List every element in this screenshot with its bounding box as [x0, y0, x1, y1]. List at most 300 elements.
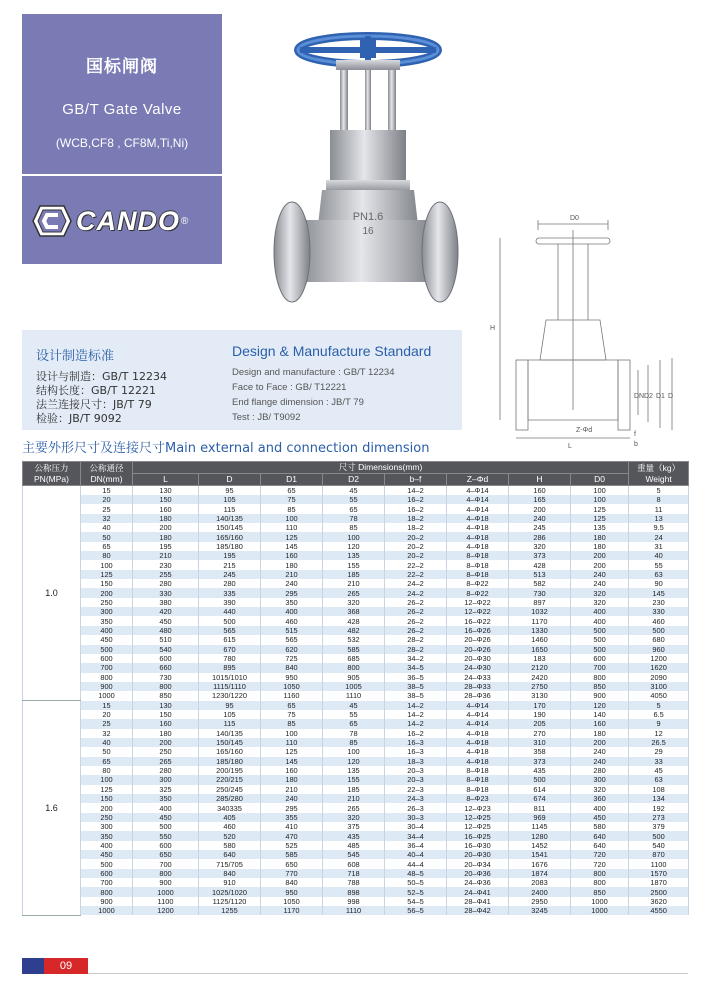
table-cell: 24	[629, 532, 689, 541]
table-cell: 78	[323, 514, 385, 523]
table-row	[23, 523, 689, 532]
table-cell: 150	[81, 794, 133, 803]
table-cell: 195	[133, 542, 199, 551]
table-row	[23, 813, 689, 822]
table-cell: 565	[261, 635, 323, 644]
table-cell: 650	[261, 859, 323, 868]
table-row	[23, 803, 689, 812]
table-cell: 3130	[509, 691, 571, 700]
table-cell: 24–Φ30	[447, 663, 509, 672]
table-cell: 850	[571, 887, 629, 896]
table-cell: 320	[571, 588, 629, 597]
table-cell: 800	[571, 869, 629, 878]
table-cell: 8–Φ18	[447, 785, 509, 794]
table-cell: 130	[133, 486, 199, 496]
table-cell: 180	[133, 514, 199, 523]
table-cell: 280	[133, 766, 199, 775]
table-cell: 40	[629, 551, 689, 560]
header-col: Z–Φd	[447, 474, 509, 486]
table-row	[23, 719, 689, 728]
table-cell: 180	[571, 532, 629, 541]
table-cell: 730	[509, 588, 571, 597]
table-cell: 15	[81, 486, 133, 496]
table-cell: 150	[133, 495, 199, 504]
standard-line-en: Test : JB/ T9092	[232, 412, 301, 423]
table-cell: 30–3	[385, 813, 447, 822]
table-cell: 1050	[261, 682, 323, 691]
table-cell: 125	[571, 514, 629, 523]
table-cell: 8–Φ18	[447, 560, 509, 569]
table-cell: 120	[323, 757, 385, 766]
table-cell: 28–Φ41	[447, 897, 509, 906]
header-weight: 重量（kg）Weight	[629, 462, 689, 486]
table-cell: 50	[81, 532, 133, 541]
table-cell: 14–2	[385, 701, 447, 710]
table-cell: 2500	[629, 887, 689, 896]
table-cell: 44–4	[385, 859, 447, 868]
table-cell: 110	[261, 523, 323, 532]
table-cell: 640	[199, 850, 261, 859]
table-cell: 1000	[81, 691, 133, 700]
table-cell: 16–Φ30	[447, 841, 509, 850]
materials-label: (WCB,CF8 , CF8M,Ti,Ni)	[55, 136, 189, 150]
table-cell: 12	[629, 729, 689, 738]
table-cell: 183	[509, 654, 571, 663]
table-cell: 2400	[509, 887, 571, 896]
table-cell: 350	[81, 831, 133, 840]
table-cell: 4–Φ14	[447, 710, 509, 719]
table-cell: 28–Φ33	[447, 682, 509, 691]
standard-line-en: Design and manufacture : GB/T 12234	[232, 367, 395, 378]
table-cell: 400	[261, 607, 323, 616]
table-cell: 265	[323, 803, 385, 812]
table-row	[23, 532, 689, 541]
table-cell: 840	[199, 869, 261, 878]
table-cell: 50	[81, 747, 133, 756]
table-cell: 180	[261, 560, 323, 569]
table-cell: 54–5	[385, 897, 447, 906]
table-cell: 145	[261, 542, 323, 551]
table-cell: 24–Φ41	[447, 887, 509, 896]
table-cell: 532	[323, 635, 385, 644]
table-cell: 700	[133, 859, 199, 868]
table-cell: 255	[133, 570, 199, 579]
table-cell: 160	[509, 486, 571, 496]
table-cell: 4–Φ18	[447, 514, 509, 523]
table-cell: 600	[133, 841, 199, 850]
table-cell: 515	[261, 626, 323, 635]
table-cell: 450	[81, 850, 133, 859]
table-cell: 20–Φ30	[447, 654, 509, 663]
table-cell: 580	[199, 841, 261, 850]
table-cell: 379	[629, 822, 689, 831]
table-cell: 1000	[571, 906, 629, 915]
table-cell: 450	[133, 813, 199, 822]
table-cell: 95	[199, 486, 261, 496]
drawing-label-h: H	[490, 325, 496, 332]
table-cell: 450	[571, 813, 629, 822]
table-cell: 405	[199, 813, 261, 822]
table-cell: 800	[323, 663, 385, 672]
table-cell: 460	[261, 616, 323, 625]
table-cell: 16–2	[385, 504, 447, 513]
table-cell: 300	[81, 607, 133, 616]
table-cell: 65	[81, 757, 133, 766]
table-cell: 550	[133, 831, 199, 840]
table-cell: 34–5	[385, 663, 447, 672]
table-cell: 85	[261, 719, 323, 728]
table-cell: 285/280	[199, 794, 261, 803]
table-cell: 28–2	[385, 635, 447, 644]
valve-mark-16: 16	[362, 226, 374, 237]
table-cell: 900	[571, 691, 629, 700]
table-cell: 32	[81, 729, 133, 738]
table-cell: 165/160	[199, 747, 261, 756]
table-row	[23, 486, 689, 496]
table-cell: 725	[261, 654, 323, 663]
table-cell: 1100	[133, 897, 199, 906]
table-cell: 200	[571, 551, 629, 560]
table-cell: 8–Φ18	[447, 766, 509, 775]
table-cell: 520	[199, 831, 261, 840]
table-cell: 500	[81, 859, 133, 868]
table-cell: 1160	[261, 691, 323, 700]
table-cell: 12–Φ25	[447, 813, 509, 822]
table-cell: 300	[81, 822, 133, 831]
table-cell: 40	[81, 523, 133, 532]
table-cell: 24–2	[385, 588, 447, 597]
table-cell: 180	[133, 532, 199, 541]
table-cell: 240	[571, 747, 629, 756]
table-row	[23, 897, 689, 906]
drawing-label-f: f	[634, 431, 636, 438]
table-cell: 40	[81, 738, 133, 747]
table-cell: 4–Φ14	[447, 495, 509, 504]
table-cell: 1200	[629, 654, 689, 663]
table-cell: 20–2	[385, 532, 447, 541]
drawing-label-d1: D1	[656, 393, 665, 400]
table-cell: 8	[629, 495, 689, 504]
drawing-label-b: b	[634, 441, 638, 448]
table-cell: 1452	[509, 841, 571, 850]
table-cell: 200	[81, 588, 133, 597]
table-cell: 470	[261, 831, 323, 840]
table-cell: 2750	[509, 682, 571, 691]
table-cell: 240	[509, 514, 571, 523]
table-cell: 180	[571, 542, 629, 551]
standard-line-cn: 结构长度：GB/T 12221	[36, 384, 156, 397]
table-cell: 525	[261, 841, 323, 850]
table-cell: 14–2	[385, 486, 447, 496]
dimension-drawing	[488, 210, 688, 460]
table-cell: 670	[199, 645, 261, 654]
table-cell: 300	[133, 775, 199, 784]
table-cell: 230	[133, 560, 199, 569]
table-cell: 210	[133, 551, 199, 560]
table-cell: 8–Φ22	[447, 588, 509, 597]
header-col: D	[199, 474, 261, 486]
table-cell: 1110	[323, 906, 385, 915]
table-cell: 2950	[509, 897, 571, 906]
table-cell: 800	[81, 673, 133, 682]
table-cell: 685	[323, 654, 385, 663]
table-cell: 40–4	[385, 850, 447, 859]
table-row	[23, 822, 689, 831]
table-cell: 950	[261, 887, 323, 896]
table-cell: 250/245	[199, 785, 261, 794]
table-cell: 29	[629, 747, 689, 756]
table-cell: 20–2	[385, 551, 447, 560]
table-cell: 160	[571, 719, 629, 728]
table-cell: 105	[199, 710, 261, 719]
table-cell: 16–2	[385, 495, 447, 504]
table-cell: 265	[133, 757, 199, 766]
table-cell: 16–Φ26	[447, 626, 509, 635]
table-cell: 608	[323, 859, 385, 868]
table-cell: 800	[571, 673, 629, 682]
table-row	[23, 560, 689, 569]
table-cell: 12–Φ23	[447, 803, 509, 812]
dimension-table	[22, 461, 689, 916]
table-cell: 240	[571, 570, 629, 579]
table-cell: 340335	[199, 803, 261, 812]
table-cell: 12–Φ22	[447, 598, 509, 607]
header-dimensions: 尺寸 Dimensions(mm)	[133, 462, 629, 474]
table-cell: 65	[261, 486, 323, 496]
table-cell: 12–Φ22	[447, 607, 509, 616]
table-cell: 180	[133, 729, 199, 738]
table-row	[23, 626, 689, 635]
table-cell: 998	[323, 897, 385, 906]
header-pn: 公称压力 PN(MPa)	[23, 462, 81, 486]
table-row	[23, 570, 689, 579]
table-row	[23, 635, 689, 644]
table-cell: 375	[323, 822, 385, 831]
table-row	[23, 887, 689, 896]
logo-c-icon	[32, 204, 72, 238]
table-row	[23, 682, 689, 691]
table-cell: 75	[261, 495, 323, 504]
table-cell: 660	[133, 663, 199, 672]
drawing-label-zd: Z-Φd	[576, 427, 593, 434]
table-cell: 25	[81, 719, 133, 728]
table-cell: 4050	[629, 691, 689, 700]
table-cell: 16–3	[385, 747, 447, 756]
table-cell: 65	[261, 701, 323, 710]
table-cell: 8–Φ18	[447, 570, 509, 579]
table-cell: 400	[571, 607, 629, 616]
table-cell: 13	[629, 514, 689, 523]
table-cell: 4–Φ18	[447, 729, 509, 738]
standard-line-cn: 设计与制造：GB/T 12234	[36, 370, 167, 383]
table-cell: 20	[81, 495, 133, 504]
table-row	[23, 701, 689, 710]
standard-line-en: Face to Face : GB/ T12221	[232, 382, 347, 393]
table-cell: 16–Φ25	[447, 831, 509, 840]
valve-mark-pn: PN1.6	[352, 211, 384, 223]
table-cell: 969	[509, 813, 571, 822]
standard-line-en: End flange dimension : JB/T 79	[232, 397, 364, 408]
table-cell: 905	[323, 673, 385, 682]
table-cell: 245	[199, 570, 261, 579]
table-cell: 320	[571, 785, 629, 794]
table-cell: 265	[323, 588, 385, 597]
table-cell: 850	[133, 691, 199, 700]
table-cell: 100	[571, 495, 629, 504]
table-cell: 240	[261, 794, 323, 803]
table-cell: 52–5	[385, 887, 447, 896]
table-cell: 1032	[509, 607, 571, 616]
table-cell: 95	[199, 701, 261, 710]
table-row	[23, 495, 689, 504]
table-cell: 1005	[323, 682, 385, 691]
table-cell: 900	[81, 897, 133, 906]
table-cell: 1050	[261, 897, 323, 906]
table-cell: 335	[199, 588, 261, 597]
table-cell: 26–2	[385, 626, 447, 635]
table-cell: 440	[199, 607, 261, 616]
table-cell: 286	[509, 532, 571, 541]
table-cell: 50–5	[385, 878, 447, 887]
pn-cell: 1.0	[23, 486, 81, 701]
table-cell: 28–Φ42	[447, 906, 509, 915]
table-cell: 800	[133, 682, 199, 691]
header-col: D1	[261, 474, 323, 486]
footer-divider	[88, 973, 688, 974]
table-cell: 120	[323, 542, 385, 551]
table-cell: 160	[133, 504, 199, 513]
table-cell: 20–Φ36	[447, 869, 509, 878]
table-cell: 895	[199, 663, 261, 672]
table-cell: 373	[509, 551, 571, 560]
table-cell: 215	[199, 560, 261, 569]
table-cell: 65	[323, 504, 385, 513]
table-cell: 1570	[629, 869, 689, 878]
table-cell: 140/135	[199, 514, 261, 523]
table-cell: 700	[571, 663, 629, 672]
table-cell: 240	[571, 579, 629, 588]
table-cell: 20–Φ34	[447, 859, 509, 868]
table-cell: 195	[199, 551, 261, 560]
table-row	[23, 645, 689, 654]
table-cell: 325	[133, 785, 199, 794]
table-cell: 4–Φ18	[447, 738, 509, 747]
table-cell: 5	[629, 486, 689, 496]
table-cell: 24–Φ36	[447, 878, 509, 887]
table-cell: 150/145	[199, 738, 261, 747]
table-cell: 20–3	[385, 775, 447, 784]
page-number: 09	[44, 958, 88, 974]
table-row	[23, 785, 689, 794]
table-cell: 115	[199, 504, 261, 513]
table-cell: 1015/1010	[199, 673, 261, 682]
table-row	[23, 551, 689, 560]
table-cell: 140	[571, 710, 629, 719]
table-cell: 410	[261, 822, 323, 831]
table-cell: 400	[133, 803, 199, 812]
table-cell: 400	[81, 626, 133, 635]
table-cell: 450	[81, 635, 133, 644]
table-cell: 24–3	[385, 794, 447, 803]
table-cell: 1145	[509, 822, 571, 831]
standard-en	[232, 343, 431, 425]
table-cell: 310	[509, 738, 571, 747]
table-cell: 620	[261, 645, 323, 654]
table-cell: 34–4	[385, 831, 447, 840]
table-cell: 730	[133, 673, 199, 682]
table-cell: 4–Φ18	[447, 542, 509, 551]
table-row	[23, 906, 689, 915]
table-cell: 30–4	[385, 822, 447, 831]
drawing-label-d2: D2	[644, 393, 653, 400]
table-cell: 840	[261, 663, 323, 672]
table-cell: 1330	[509, 626, 571, 635]
table-cell: 330	[629, 607, 689, 616]
table-cell: 134	[629, 794, 689, 803]
table-cell: 38–5	[385, 682, 447, 691]
standard-title-en: Design & Manufacture Standard	[232, 343, 432, 359]
table-cell: 1676	[509, 859, 571, 868]
table-cell: 720	[571, 850, 629, 859]
table-cell: 330	[133, 588, 199, 597]
table-cell: 5	[629, 701, 689, 710]
table-cell: 55	[323, 495, 385, 504]
table-row	[23, 607, 689, 616]
table-cell: 420	[133, 607, 199, 616]
table-cell: 273	[629, 813, 689, 822]
table-cell: 500	[571, 645, 629, 654]
table-cell: 55	[629, 560, 689, 569]
table-cell: 100	[81, 775, 133, 784]
table-cell: 65	[323, 719, 385, 728]
table-cell: 500	[199, 616, 261, 625]
table-cell: 870	[629, 850, 689, 859]
table-cell: 400	[571, 803, 629, 812]
table-cell: 897	[509, 598, 571, 607]
table-cell: 200	[571, 560, 629, 569]
table-cell: 4–Φ18	[447, 757, 509, 766]
table-cell: 1100	[629, 859, 689, 868]
table-cell: 16–Φ22	[447, 616, 509, 625]
table-cell: 160	[261, 551, 323, 560]
table-cell: 4–Φ14	[447, 486, 509, 496]
table-cell: 25	[81, 504, 133, 513]
table-cell: 65	[81, 542, 133, 551]
table-cell: 20	[81, 710, 133, 719]
table-cell: 2420	[509, 673, 571, 682]
table-row	[23, 579, 689, 588]
table-cell: 700	[81, 878, 133, 887]
table-cell: 125	[261, 532, 323, 541]
table-cell: 55	[323, 710, 385, 719]
table-cell: 16–3	[385, 738, 447, 747]
table-cell: 8–Φ22	[447, 579, 509, 588]
table-row	[23, 598, 689, 607]
table-cell: 960	[629, 645, 689, 654]
table-cell: 320	[323, 598, 385, 607]
table-cell: 4–Φ18	[447, 532, 509, 541]
table-cell: 125	[81, 570, 133, 579]
table-cell: 1460	[509, 635, 571, 644]
table-cell: 160	[261, 766, 323, 775]
title-en: GB/T Gate Valve	[62, 101, 182, 118]
table-cell: 640	[571, 841, 629, 850]
table-cell: 1110	[323, 691, 385, 700]
drawing-label-d: D	[668, 393, 674, 400]
pn-cell: 1.6	[23, 701, 81, 916]
table-row	[23, 757, 689, 766]
table-cell: 435	[323, 831, 385, 840]
